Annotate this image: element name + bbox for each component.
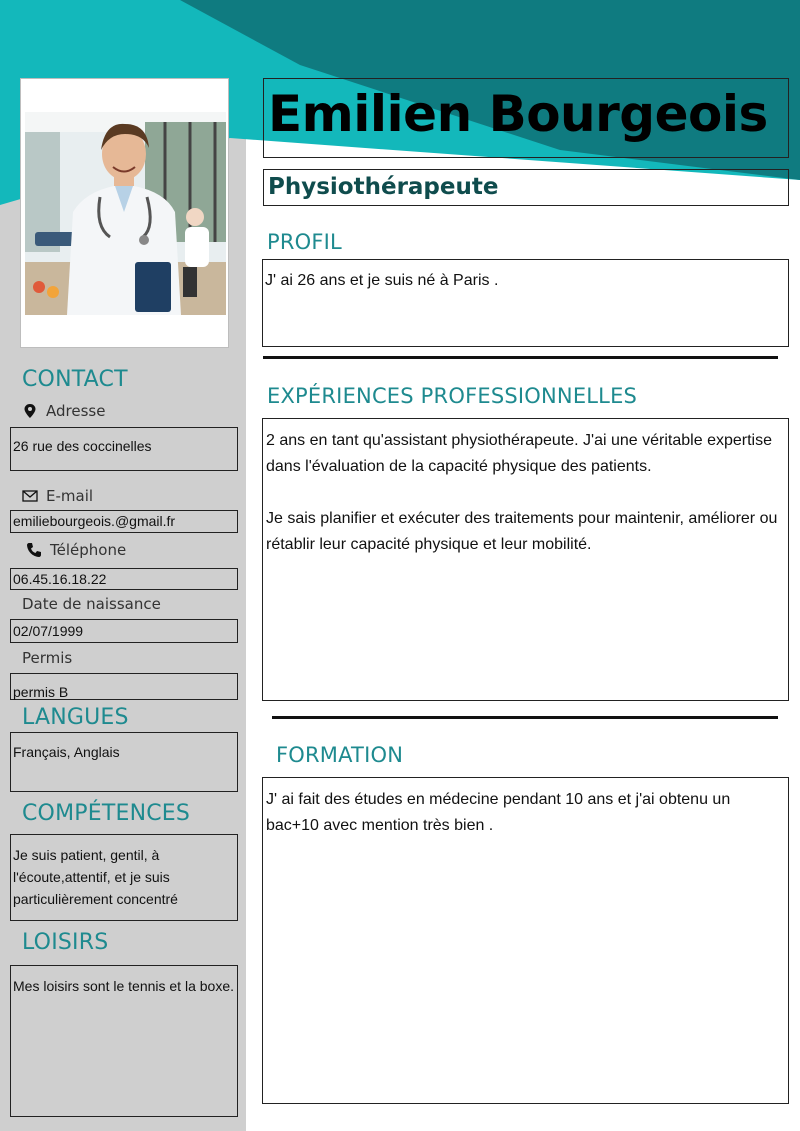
email-label	[22, 487, 93, 505]
skills-box: Je suis patient, gentil, à l'écoute,attentif, et je suis particulièrement concentré	[10, 834, 238, 921]
languages-section-title: LANGUES	[22, 705, 129, 730]
profile-photo	[25, 112, 226, 315]
experience-divider	[272, 716, 778, 719]
languages-box: Français, Anglais	[10, 732, 238, 792]
experience-paragraph-1: 2 ans en tant qu'assistant physiothérapeute. J'ai une véritable expertise dans l'évaluation de la capacité physique des patients.	[266, 432, 772, 475]
license-label: Permis	[22, 649, 73, 667]
map-pin-icon	[22, 403, 38, 419]
job-title: Physiothérapeute	[268, 174, 499, 200]
experience-section-title: EXPÉRIENCES PROFESSIONNELLES	[267, 384, 638, 408]
address-label	[22, 402, 105, 420]
phone-label-text: Téléphone	[50, 541, 127, 559]
profile-divider	[263, 356, 778, 359]
email-label-text: E-mail	[46, 487, 94, 505]
hobbies-box: Mes loisirs sont le tennis et la boxe.	[10, 965, 238, 1117]
education-box: J' ai fait des études en médecine pendant 10 ans et j'ai obtenu un bac+10 avec mention très bien .	[262, 777, 789, 1104]
phone-field: 06.45.16.18.22	[10, 568, 238, 590]
full-name: Emilien Bourgeois	[268, 85, 768, 143]
skills-section-title: COMPÉTENCES	[22, 801, 191, 826]
education-section-title: FORMATION	[276, 743, 404, 767]
job-title-box	[263, 169, 789, 206]
address-field: 26 rue des coccinelles	[10, 427, 238, 471]
contact-section-title: CONTACT	[22, 367, 128, 392]
profile-section-title: PROFIL	[267, 230, 342, 254]
profile-box: J' ai 26 ans et je suis né à Paris .	[262, 259, 789, 347]
profile-photo-card	[20, 78, 229, 348]
hobbies-section-title: LOISIRS	[22, 930, 109, 955]
experience-box	[262, 418, 789, 701]
phone-label	[26, 541, 126, 559]
envelope-icon	[22, 488, 38, 504]
address-label-text: Adresse	[46, 402, 106, 420]
birthdate-label: Date de naissance	[22, 595, 161, 613]
phone-icon	[26, 542, 42, 558]
name-box	[263, 78, 789, 158]
birthdate-field: 02/07/1999	[10, 619, 238, 643]
experience-paragraph-2: Je sais planifier et exécuter des traitements pour maintenir, améliorer ou rétablir leur capacité physique et leur mobilité.	[266, 510, 778, 553]
email-field: emiliebourgeois.@gmail.fr	[10, 510, 238, 533]
license-field: permis B	[10, 673, 238, 700]
